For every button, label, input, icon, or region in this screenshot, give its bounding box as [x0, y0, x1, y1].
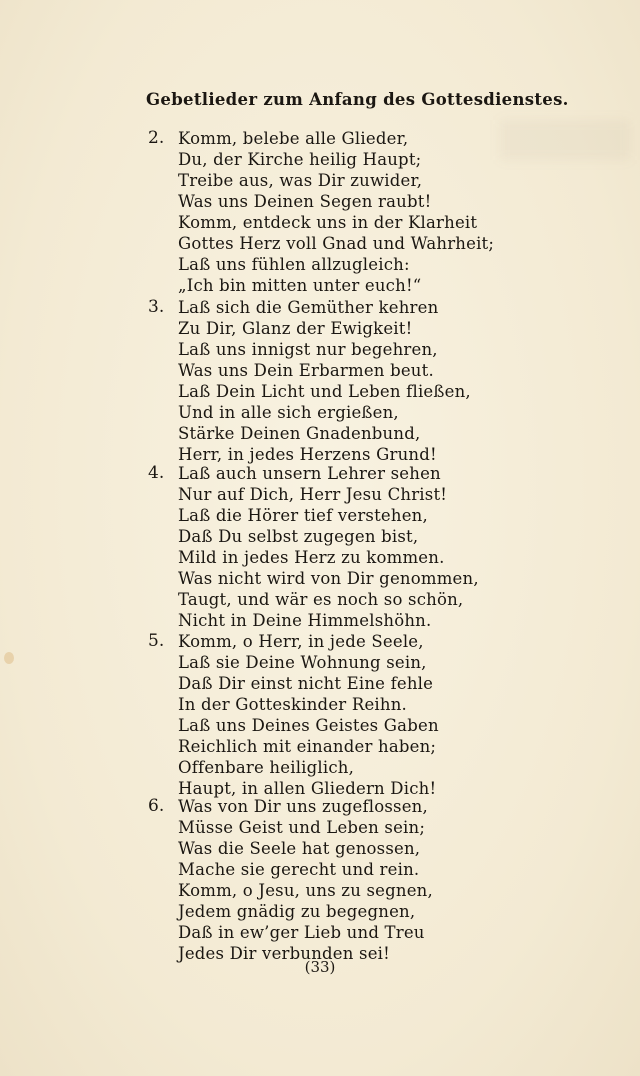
verse-line: Müsse Geist und Leben sein; [178, 818, 426, 837]
verse-line: Komm, o Herr, in jede Seele, [178, 632, 424, 651]
verse-line: Haupt, in allen Gliedern Dich! [178, 779, 437, 798]
verse-line: Mache sie gerecht und rein. [178, 860, 420, 879]
verse-line: Jedes Dir verbunden sei! [178, 944, 390, 963]
verse-line: Mild in jedes Herz zu kommen. [178, 548, 445, 567]
stanza-lines [178, 128, 494, 296]
verse-line: Komm, o Jesu, uns zu segnen, [178, 881, 433, 900]
verse-line: „Ich bin mitten unter euch!“ [178, 276, 422, 295]
verse-line: Daß in ew’ger Lieb und Treu [178, 923, 425, 942]
verse-line: Taugt, und wär es noch so schön, [178, 590, 464, 609]
stanza-number: 4. [148, 463, 165, 483]
stanza-number: 2. [148, 128, 165, 148]
stanza-number: 5. [148, 631, 165, 651]
verse-line: Daß Dir einst nicht Eine fehle [178, 674, 434, 693]
verse-line: Nur auf Dich, Herr Jesu Christ! [178, 485, 448, 504]
verse-line: Zu Dir, Glanz der Ewigkeit! [178, 319, 413, 338]
verse-line: Nicht in Deine Himmelshöhn. [178, 611, 432, 630]
stanza-lines [178, 631, 439, 799]
verse-line: Laß die Hörer tief verstehen, [178, 506, 428, 525]
verse-line: Was uns Deinen Segen raubt! [178, 192, 432, 211]
verse-line: Was die Seele hat genossen, [178, 839, 421, 858]
verse-line: Laß uns innigst nur begehren, [178, 340, 438, 359]
verse-line: Du, der Kirche heilig Haupt; [178, 150, 422, 169]
verse-line: Was von Dir uns zugeflossen, [178, 797, 428, 816]
paper-stain [4, 652, 14, 664]
bleed-through-shadow [500, 120, 630, 160]
verse-line: Offenbare heiliglich, [178, 758, 355, 777]
verse-line: Herr, in jedes Herzens Grund! [178, 445, 437, 464]
verse-line: Laß auch unsern Lehrer sehen [178, 464, 441, 483]
verse-line: Laß Dein Licht und Leben fließen, [178, 382, 471, 401]
page-number: (33) [304, 958, 336, 976]
verse-line: Laß uns Deines Geistes Gaben [178, 716, 439, 735]
stanza-lines [178, 297, 471, 465]
verse-line: Jedem gnädig zu begegnen, [178, 902, 416, 921]
verse-line: Und in alle sich ergießen, [178, 403, 399, 422]
verse-line: In der Gotteskinder Reihn. [178, 695, 407, 714]
verse-line: Daß Du selbst zugegen bist, [178, 527, 419, 546]
verse-line: Laß sie Deine Wohnung sein, [178, 653, 427, 672]
stanza-number: 6. [148, 796, 165, 816]
verse-line: Laß uns fühlen allzugleich: [178, 255, 410, 274]
verse-line: Komm, entdeck uns in der Klarheit [178, 213, 478, 232]
verse-line: Was nicht wird von Dir genommen, [178, 569, 479, 588]
stanza-lines [178, 796, 433, 964]
stanza-lines [178, 463, 479, 631]
running-header: Gebetlieder zum Anfang des Gottesdienstes. [146, 90, 569, 109]
verse-line: Stärke Deinen Gnadenbund, [178, 424, 421, 443]
verse-line: Laß sich die Gemüther kehren [178, 298, 439, 317]
verse-line: Treibe aus, was Dir zuwider, [178, 171, 423, 190]
verse-line: Komm, belebe alle Glieder, [178, 129, 409, 148]
stanza-number: 3. [148, 297, 165, 317]
verse-line: Reichlich mit einander haben; [178, 737, 437, 756]
verse-line: Was uns Dein Erbarmen beut. [178, 361, 434, 380]
verse-line: Gottes Herz voll Gnad und Wahrheit; [178, 234, 495, 253]
